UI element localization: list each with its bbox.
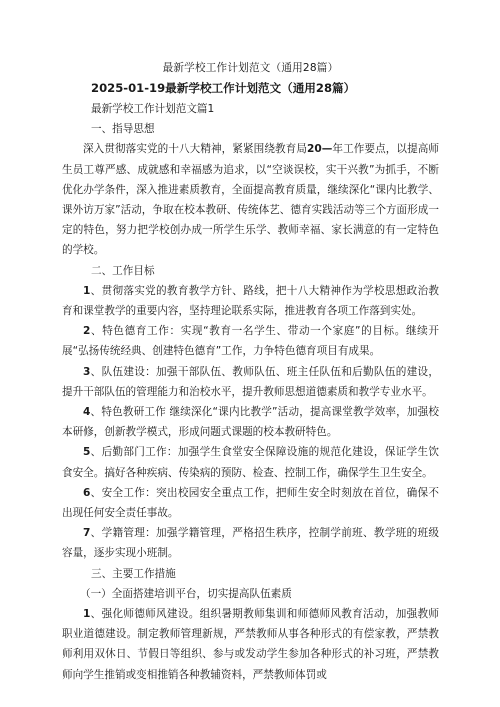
guiding-text-start: 深入贯彻落实党的十八大精神，紧紧围绕教育局 — [83, 143, 307, 156]
measure-paragraph — [62, 604, 439, 685]
goal-number: 6 — [83, 486, 91, 499]
guiding-year-bold: 20— — [307, 143, 333, 156]
goal-text: 、队伍建设：加强干部队伍、教师队伍、班主任队伍和后勤队伍的建设，提升干部队伍的管理能力和治校水平，提升教师思想道德素质和教学专业水平。 — [62, 365, 439, 398]
document-subtitle: 2025-01-19最新学校工作计划范文（通用28篇） — [91, 81, 356, 95]
section-heading-main-measures: 三、主要工作措施 — [91, 567, 176, 580]
goal-number: 2 — [83, 325, 91, 338]
section-heading-work-goals: 二、工作目标 — [91, 264, 155, 277]
goal-text: 、特色教研工作 继续深化“课内比教学”活动，提高课堂教学效率，加强校本研修，创新教学模式，形成问题式课题的校本教研特色。 — [62, 406, 439, 439]
goal-number: 3 — [83, 365, 91, 378]
measure-text: 组织暑期教师集训和师德师风教育活动，加强教师职业道德建设。制定教师管理新规，严禁教师从事各种形式的有偿家教，严禁教师利用双休日、节假日等组织、参与或发动学生参加各种形式的补习班，严禁教师向学生推销或变相推销各种教辅资料，严禁教师体罚或 — [62, 608, 440, 681]
guiding-ideology-paragraph — [62, 139, 439, 260]
goal-text: 、后勤部门工作：加强学生食堂安全保障设施的规范化建设，保证学生饮食安全。搞好各种疾病、传染病的预防、检查、控制工作，确保学生卫生安全。 — [62, 446, 439, 479]
article-title: 最新学校工作计划范文篇1 — [91, 103, 215, 115]
goal-text: 、学籍管理：加强学籍管理，严格招生秩序，控制学前班、教学班的班级容量，逐步实现小班制。 — [62, 527, 439, 560]
goal-number: 4 — [83, 406, 91, 419]
goal-number: 1 — [83, 284, 91, 297]
goal-paragraph — [62, 523, 439, 563]
guiding-text-rest: 年工作要点，以提高师生员工尊严感、成就感和幸福感为追求，以“空谈误校，实干兴教”为抓手，不断优化办学条件，深入推进素质教育，全面提高教育质量，继续深化“课内比教学、课外访万家”活动，争取在校本教研、传统体艺、德育实践活动等三个方面形成一定的特色，努力把学校创办成一所学生乐学、教师幸福、家长满意的有一定特色的学校。 — [62, 143, 440, 257]
document-top-title: 最新学校工作计划范文（通用28篇） — [162, 62, 339, 74]
goal-paragraph — [62, 483, 439, 523]
goal-paragraph — [62, 281, 439, 321]
goal-number: 7 — [83, 527, 91, 540]
measure-label: 、强化师德师风建设。 — [90, 608, 200, 621]
section-heading-guiding-ideology: 一、指导思想 — [91, 123, 155, 136]
goal-paragraph — [62, 321, 439, 361]
goal-number: 5 — [83, 446, 91, 459]
subsection-heading-training: （一）全面搭建培训平台，切实提高队伍素质 — [80, 587, 292, 600]
measure-number: 1 — [83, 608, 91, 621]
goal-paragraph — [62, 362, 439, 402]
goal-text: 、贯彻落实党的教育教学方针、路线，把十八大精神作为学校思想政治教育和课堂教学的重要内容，坚持理论联系实际，推进教育各项工作落到实处。 — [62, 284, 439, 318]
goal-paragraph — [62, 442, 439, 482]
goal-text: 、特色德育工作：实现“教育一名学生、带动一个家庭”的目标。继续开展“弘扬传统经典、创建特色德育”工作，力争特色德育项目有成果。 — [62, 325, 439, 358]
goal-text: 、安全工作：突出校园安全重点工作，把师生安全时刻放在首位，确保不出现任何安全责任事故。 — [62, 486, 439, 520]
goal-paragraph — [62, 402, 439, 442]
